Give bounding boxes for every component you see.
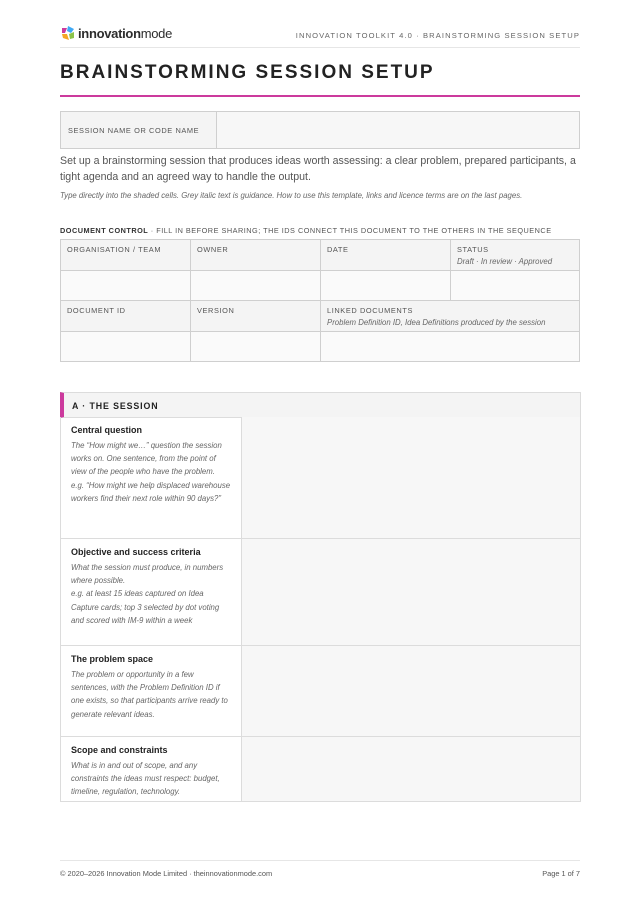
document-id-label-cell — [61, 301, 191, 332]
organisation-label-cell — [61, 240, 191, 271]
owner-label-cell — [191, 240, 321, 271]
session-name-row — [60, 111, 580, 149]
document-control-heading: DOCUMENT CONTROL — [60, 226, 149, 235]
page-number: Page 1 of 7 — [542, 869, 580, 878]
logo-text — [78, 26, 172, 41]
footer-copyright: © 2020–2026 Innovation Mode Limited · theinnovationmode.com — [60, 869, 273, 878]
status-label: STATUS — [457, 245, 489, 254]
status-hint: Draft · In review · Approved — [457, 257, 553, 266]
problem-space-guidance: The problem or opportunity in a few sentences, with the Problem Definition ID if one exists, so that participants arrive ready to generate relevant ideas. — [71, 670, 228, 719]
objective-row — [61, 538, 580, 645]
problem-space-field[interactable] — [242, 646, 580, 736]
session-name-field[interactable] — [217, 112, 579, 148]
logo-text-light: mode — [140, 25, 173, 41]
status-label-cell — [451, 240, 580, 271]
objective-title: Objective and success criteria — [71, 547, 201, 557]
problem-space-row — [61, 645, 580, 736]
page-title: BRAINSTORMING SESSION SETUP — [60, 62, 435, 83]
linked-documents-label-cell — [321, 301, 580, 332]
document-control-note: · FILL IN BEFORE SHARING; THE IDS CONNECT THIS DOCUMENT TO THE OTHERS IN THE SEQUENCE — [148, 226, 552, 235]
linked-documents-field[interactable] — [321, 332, 580, 362]
document-control-caption — [60, 226, 552, 235]
document-id-label: DOCUMENT ID — [67, 306, 126, 315]
section-a-heading: A · THE SESSION — [72, 401, 159, 411]
version-field[interactable] — [191, 332, 321, 362]
scope-prompt — [61, 737, 242, 801]
owner-label: OWNER — [197, 245, 229, 254]
date-field[interactable] — [321, 271, 451, 301]
session-name-label: SESSION NAME OR CODE NAME — [61, 112, 217, 148]
scope-row — [61, 736, 580, 801]
scope-title: Scope and constraints — [71, 745, 168, 755]
central-question-row — [61, 417, 580, 538]
version-label-cell — [191, 301, 321, 332]
page-footer — [60, 860, 580, 878]
objective-example: e.g. at least 15 ideas captured on Idea Capture cards; top 3 selected by dot voting and scored with IM-9 within a week — [71, 589, 220, 625]
document-id-field[interactable] — [61, 332, 191, 362]
document-control-table — [60, 239, 580, 362]
logo-mark-icon — [60, 25, 76, 41]
objective-prompt — [61, 539, 242, 645]
logo — [60, 25, 172, 41]
guidance-text: Type directly into the shaded cells. Grey italic text is guidance. How to use this template, links and licence terms are on the last pages. — [60, 191, 523, 200]
intro-text: Set up a brainstorming session that produces ideas worth assessing: a clear problem, prepared participants, a tight agenda and an agreed way to handle the output. — [60, 155, 576, 183]
date-label-cell — [321, 240, 451, 271]
central-question-guidance: The “How might we…” question the session works on. One sentence, from the point of view of the people who have the problem. — [71, 441, 222, 477]
owner-field[interactable] — [191, 271, 321, 301]
objective-field[interactable] — [242, 539, 580, 645]
central-question-title: Central question — [71, 425, 143, 435]
organisation-label: ORGANISATION / TEAM — [67, 245, 162, 254]
scope-guidance: What is in and out of scope, and any constraints the ideas must respect: budget, timeline, regulation, technology. — [71, 761, 220, 797]
logo-text-bold: innovation — [78, 25, 141, 41]
central-question-field[interactable] — [242, 417, 580, 538]
section-a-header — [60, 392, 581, 418]
problem-space-prompt — [61, 646, 242, 736]
title-rule — [60, 95, 580, 97]
central-question-example: e.g. “How might we help displaced warehouse workers find their next role within 90 days?” — [71, 480, 231, 503]
problem-space-title: The problem space — [71, 654, 154, 664]
page-header — [60, 24, 580, 48]
objective-guidance: What the session must produce, in numbers where possible. — [71, 563, 224, 586]
date-label: DATE — [327, 245, 349, 254]
section-a-rows — [60, 417, 581, 802]
linked-documents-label: LINKED DOCUMENTS — [327, 306, 413, 315]
status-field[interactable] — [451, 271, 580, 301]
central-question-prompt — [61, 417, 242, 538]
scope-field[interactable] — [242, 737, 580, 801]
header-doc-label: INNOVATION TOOLKIT 4.0 · BRAINSTORMING SESSION SETUP — [295, 31, 580, 40]
version-label: VERSION — [197, 306, 235, 315]
linked-documents-hint: Problem Definition ID, Idea Definitions produced by the session — [327, 318, 546, 327]
organisation-field[interactable] — [61, 271, 191, 301]
